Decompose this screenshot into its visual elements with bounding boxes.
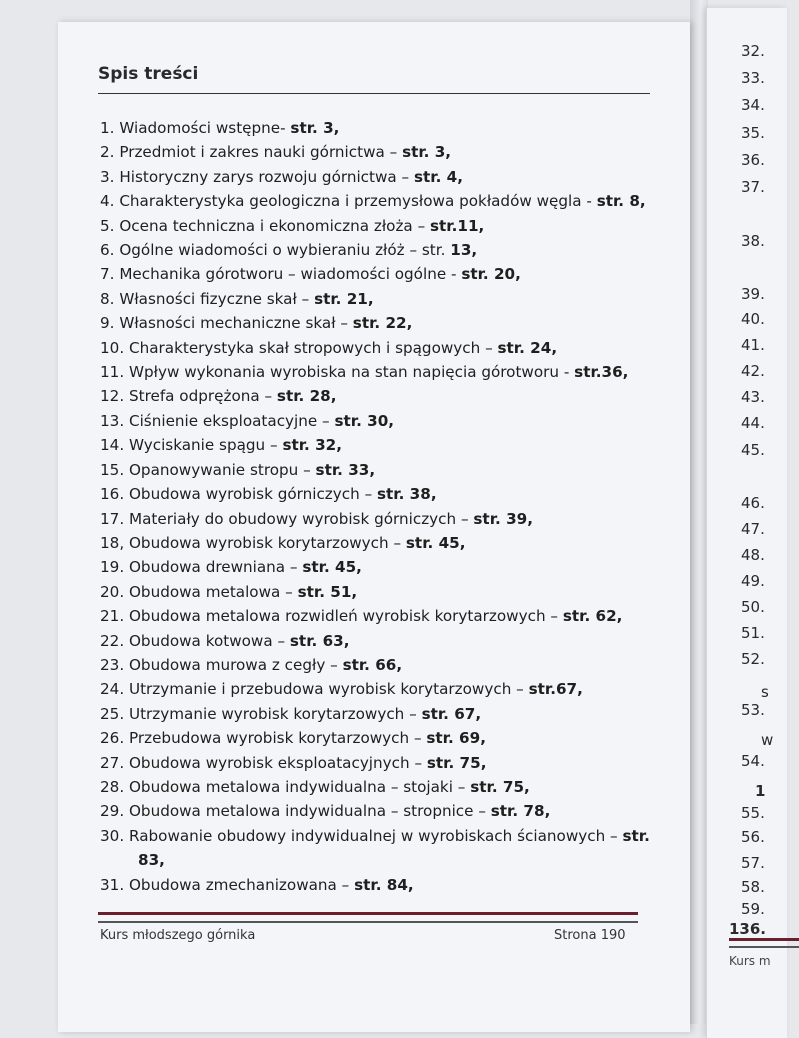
right-page-number: 55. [741,804,765,822]
footer-course-name: Kurs młodszego górnika [100,928,256,943]
toc-item-title: 12. Strefa odprężona – [100,387,277,406]
right-page-number: 57. [741,854,765,872]
toc-item-title: 16. Obudowa wyrobisk górniczych – [100,485,377,504]
toc-item-page-ref: str. 30, [334,411,395,430]
right-page-number: 43. [741,388,765,406]
right-page-number: 59. [741,900,765,918]
toc-item [100,311,670,335]
toc-item-title: 27. Obudowa wyrobisk eksploatacyjnych – [100,753,427,772]
toc-item [100,824,670,873]
left-page [58,22,690,1032]
toc-item [100,189,670,213]
right-page-number: 44. [741,414,765,432]
toc-item-page-ref: str. 66, [342,655,403,674]
toc-item-title: 7. Mechanika górotworu – wiadomości ogólne - [100,265,462,284]
right-page-number: 42. [741,362,765,380]
right-page-number: 46. [741,494,765,512]
toc-item-page-ref: str. 51, [297,582,358,601]
toc-item [100,775,670,799]
toc-item-title: 5. Ocena techniczna i ekonomiczna złoża – [100,216,430,235]
toc-item-page-ref: str. 83, [138,826,650,870]
toc-item-page-ref: str. 63, [289,631,350,650]
toc-item [100,262,670,286]
right-page-number: 47. [741,520,765,538]
right-page-number: s [761,683,769,701]
toc-item-page-ref: str. 3, [402,143,452,162]
toc-item-title: 6. Ogólne wiadomości o wybieraniu złóż – str. [100,241,451,260]
toc-item [100,726,670,750]
right-page-number: w [761,731,774,749]
toc-item-title: 26. Przebudowa wyrobisk korytarzowych – [100,729,427,748]
right-page-number: 34. [741,96,765,114]
toc-item [100,507,670,531]
toc-item-page-ref: str.11, [430,216,485,235]
title-rule [98,93,650,94]
toc-item-page-ref: str. 39, [473,509,533,528]
right-page-number: 37. [741,178,765,196]
toc-item-title: 22. Obudowa kotwowa – [100,631,290,650]
toc-item-title: 23. Obudowa murowa z cegły – [100,655,343,674]
right-page-number: 56. [741,828,765,846]
toc-item-page-ref: str. 4, [413,167,463,186]
toc-item-page-ref: str. 32, [282,436,343,455]
right-page-number: 38. [741,232,765,250]
toc-item-title: 20. Obudowa metalowa – [100,582,298,601]
toc-item [100,799,670,823]
toc-item-page-ref: 13, [450,241,478,260]
right-page [706,8,787,1038]
toc-item-title: 11. Wpływ wykonania wyrobiska na stan napięcia górotworu - [100,363,575,382]
toc-item-page-ref: str.36, [574,363,629,382]
right-page-number: 33. [741,69,765,87]
toc-item-page-ref: str. 24, [497,338,558,357]
toc-item-page-ref: str. 38, [377,485,437,504]
right-page-number: 58. [741,878,765,896]
toc-item-page-ref: str. 67, [421,704,482,723]
toc-item-title: 31. Obudowa zmechanizowana – [100,875,355,894]
toc-item-page-ref: str. 22, [352,314,413,333]
toc-item-title: 10. Charakterystyka skał stropowych i spągowych – [100,338,498,357]
toc-item-page-ref: str. 21, [314,289,374,308]
toc-item [100,214,670,238]
toc-item [100,409,670,433]
right-footer-rule [729,938,799,948]
right-page-number: 49. [741,572,765,590]
toc-item-title: 28. Obudowa metalowa indywidualna – stojaki – [100,777,471,796]
right-page-number: 54. [741,752,765,770]
toc-item-title: 2. Przedmiot i zakres nauki górnictwa – [100,143,403,162]
toc-item-page-ref: str.67, [528,680,583,699]
right-page-number: 50. [741,598,765,616]
toc-item [100,238,670,262]
right-footer-text: Kurs m [729,954,771,968]
toc-item-title: 3. Historyczny zarys rozwoju górnictwa – [100,167,414,186]
right-page-number: 45. [741,441,765,459]
right-page-number: 41. [741,336,765,354]
toc-item [100,580,670,604]
table-of-contents [100,116,670,897]
toc-item [100,555,670,579]
toc-item [100,677,670,701]
toc-item-page-ref: str. 62, [562,607,623,626]
toc-item-page-ref: str. 20, [461,265,521,284]
toc-item [100,751,670,775]
right-page-number: 48. [741,546,765,564]
toc-item-page-ref: str. 75, [426,753,487,772]
toc-item-title: 18, Obudowa wyrobisk korytarzowych – [100,533,406,552]
toc-item-title: 17. Materiały do obudowy wyrobisk górniczych – [100,509,474,528]
toc-item [100,384,670,408]
right-page-number: 53. [741,701,765,719]
footer-rule [98,912,638,923]
right-page-number: 32. [741,42,765,60]
page-title: Spis treści [98,64,199,84]
toc-item-page-ref: str. 69, [426,729,486,748]
toc-item-title: 13. Ciśnienie eksploatacyjne – [100,411,335,430]
toc-item-page-ref: str. 45, [405,533,466,552]
right-page-number: 40. [741,310,765,328]
toc-item [100,433,670,457]
toc-item-title: 25. Utrzymanie wyrobisk korytarzowych – [100,704,422,723]
right-page-number: 35. [741,124,765,142]
toc-item [100,140,670,164]
toc-item [100,336,670,360]
toc-item [100,629,670,653]
toc-item [100,702,670,726]
toc-item-title: 8. Własności fizyczne skał – [100,289,315,308]
toc-item-page-ref: str. 78, [490,802,551,821]
right-page-number: 39. [741,285,765,303]
toc-item [100,531,670,555]
toc-item-title: 29. Obudowa metalowa indywidualna – stropnice – [100,802,491,821]
toc-item-title: 1. Wiadomości wstępne- [100,119,291,137]
toc-item-title: 24. Utrzymanie i przebudowa wyrobisk korytarzowych – [100,680,529,699]
toc-item-page-ref: str. 8, [596,192,646,211]
toc-item [100,165,670,189]
toc-item-title: 4. Charakterystyka geologiczna i przemysłowa pokładów węgla - [100,192,597,211]
right-page-number: 36. [741,151,765,169]
toc-item [100,458,670,482]
toc-item-page-ref: str. 33, [315,460,376,479]
toc-item [100,360,670,384]
right-page-number: 136. [729,920,767,938]
toc-item-title: 15. Opanowywanie stropu – [100,460,316,479]
toc-item [100,116,670,140]
footer-page-number: Strona 190 [554,928,626,943]
toc-item [100,653,670,677]
right-page-number: 1 [755,782,766,800]
toc-item-title: 19. Obudowa drewniana – [100,558,303,577]
right-page-number: 51. [741,624,765,642]
toc-item [100,873,670,897]
toc-item [100,287,670,311]
toc-item-page-ref: str. 3, [290,119,340,137]
toc-item-title: 9. Własności mechaniczne skał – [100,314,353,333]
toc-item-page-ref: str. 84, [354,875,414,894]
toc-item-page-ref: str. 28, [276,387,337,406]
toc-item-title: 21. Obudowa metalowa rozwidleń wyrobisk korytarzowych – [100,607,563,626]
right-page-number: 52. [741,650,765,668]
toc-item-page-ref: str. 45, [302,558,362,577]
toc-item [100,482,670,506]
toc-item-title: 14. Wyciskanie spągu – [100,436,283,455]
toc-item [100,604,670,628]
toc-item-title: 30. Rabowanie obudowy indywidualnej w wyrobiskach ścianowych – [100,826,623,845]
toc-item-page-ref: str. 75, [470,777,530,796]
